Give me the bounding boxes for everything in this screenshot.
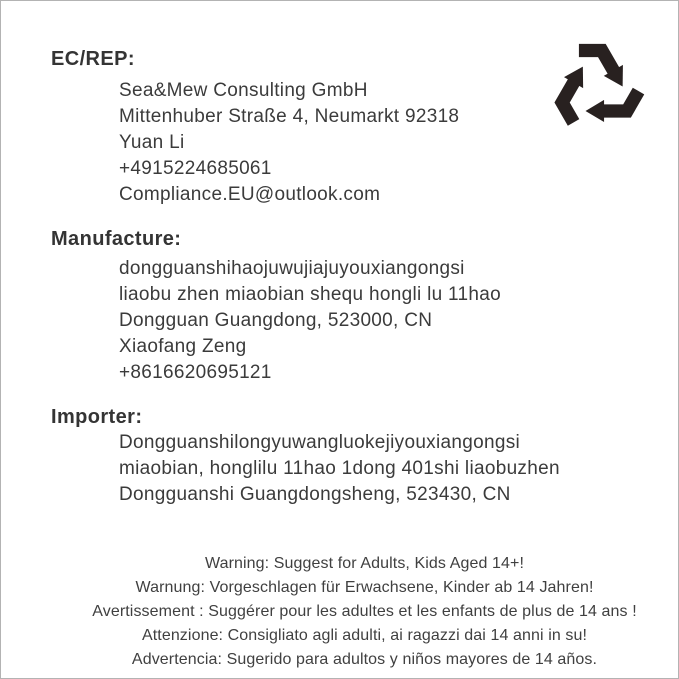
warning-fr: Avertissement : Suggérer pour les adultes et les enfants de plus de 14 ans ! bbox=[92, 603, 637, 620]
importer-street: miaobian, honglilu 11hao 1dong 401shi liaobuzhen bbox=[119, 458, 560, 479]
ec-rep-email: Compliance.EU@outlook.com bbox=[119, 184, 381, 205]
ec-rep-phone: +4915224685061 bbox=[119, 158, 272, 179]
manufacture-contact-name: Xiaofang Zeng bbox=[119, 336, 247, 357]
manufacture-heading: Manufacture: bbox=[51, 228, 182, 250]
section-manufacture bbox=[51, 226, 678, 386]
manufacture-city: Dongguan Guangdong, 523000, CN bbox=[119, 310, 433, 331]
ec-rep-address: Mittenhuber Straße 4, Neumarkt 92318 bbox=[119, 106, 460, 127]
recycling-icon bbox=[538, 35, 656, 141]
warning-it: Attenzione: Consigliato agli adulti, ai ragazzi dai 14 anni in su! bbox=[141, 627, 588, 644]
ec-rep-contact-name: Yuan Li bbox=[119, 132, 185, 153]
manufacture-details bbox=[51, 256, 678, 386]
importer-details bbox=[51, 430, 678, 508]
warning-de: Warnung: Vorgeschlagen für Erwachsene, Kinder ab 14 Jahren! bbox=[135, 579, 594, 596]
ec-rep-company: Sea&Mew Consulting GmbH bbox=[119, 80, 368, 101]
manufacture-company: dongguanshihaojuwujiajuyouxiangongsi bbox=[119, 258, 465, 279]
section-importer bbox=[51, 404, 678, 508]
ec-rep-heading: EC/REP: bbox=[51, 48, 135, 70]
importer-city: Dongguanshi Guangdongsheng, 523430, CN bbox=[119, 484, 511, 505]
warnings-block bbox=[51, 552, 678, 672]
manufacture-phone: +8616620695121 bbox=[119, 362, 272, 383]
warning-es: Advertencia: Sugerido para adultos y niños mayores de 14 años. bbox=[131, 651, 598, 668]
warning-en: Warning: Suggest for Adults, Kids Aged 14+! bbox=[204, 555, 524, 572]
importer-heading: Importer: bbox=[51, 406, 143, 428]
importer-company: Dongguanshilongyuwangluokejiyouxiangongsi bbox=[119, 432, 521, 453]
manufacture-street: liaobu zhen miaobian shequ hongli lu 11hao bbox=[119, 284, 501, 305]
